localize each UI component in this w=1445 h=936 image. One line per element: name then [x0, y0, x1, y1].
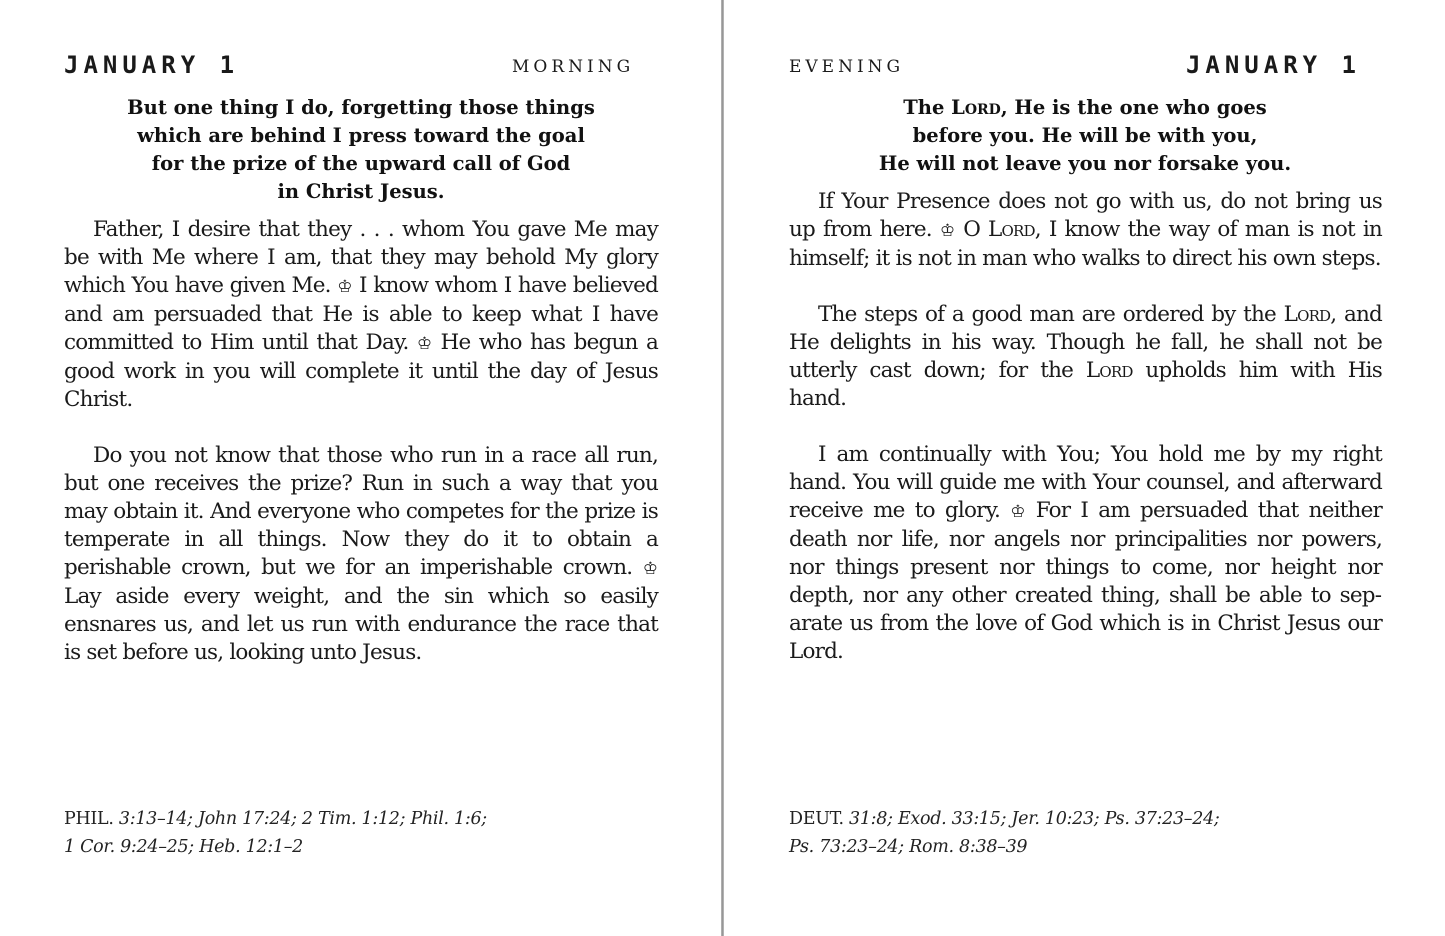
reference-book: PHIL. — [64, 809, 114, 829]
passage-text: , I know the way of man is not in himself; it is not in man who walks to direct his own steps. — [789, 217, 1382, 271]
reference-text: 31:8; Exod. 33:15; Jer. 10:23; Ps. 37:23–24; — [843, 809, 1220, 829]
verse-line: in Christ Jesus. — [277, 180, 445, 203]
reference-line — [789, 805, 1220, 833]
verse-line: which are behind I press toward the goal — [137, 124, 585, 147]
passage-text: Lay aside every weight, and the sin which so easily ensnares us, and let us run with endurance the race that is set before us, looking unto Jesus. — [64, 584, 658, 665]
lord-small-caps: Lord — [1283, 302, 1331, 327]
morning-page — [0, 0, 722, 936]
passage-text: He who has begun a good work in you will complete it until the day of Jesus Christ. — [64, 330, 658, 412]
scripture-references — [789, 805, 1220, 861]
reading-paragraph — [789, 188, 1382, 273]
evening-page — [724, 0, 1445, 936]
time-of-day-label: MORNING — [512, 57, 635, 77]
passage-text: I know whom I have believed and am persuaded that He is able to keep what I have committed to Him until that Day. — [64, 273, 658, 355]
passage-text: I am continually with You; You hold me by my right hand. You will guide me with Your counsel, and afterward receive me to glory. — [789, 442, 1382, 523]
reference-line: Ps. 73:23–24; Rom. 8:38–39 — [789, 837, 1028, 857]
passage-text: upholds him with His hand. — [789, 358, 1382, 411]
reading-paragraph — [64, 442, 658, 667]
reference-book: DEUT. — [789, 809, 844, 829]
verse-line — [789, 94, 1381, 122]
lord-small-caps: Lord — [1085, 358, 1133, 383]
passage-text: Do you not know that those who run in a race all run, but one receives the prize? Run in such a way that you may obtain it. And everyone who competes for the prize is temperate in all things. Now they do it to obtain a perishable crown, but we for an imperishable crown. — [64, 443, 658, 580]
verse-line: He will not leave you nor forsake you. — [878, 152, 1292, 175]
reference-line — [64, 805, 487, 833]
reading-paragraph — [789, 441, 1382, 666]
reading-body — [789, 188, 1382, 694]
reference-line: 1 Cor. 9:24–25; Heb. 12:1–2 — [64, 837, 303, 857]
verse-line: for the prize of the upward call of God — [151, 152, 571, 175]
verse-line: before you. He will be with you, — [912, 124, 1258, 147]
crown-icon: ♔ — [337, 277, 353, 297]
lord-small-caps: Lord — [951, 96, 1001, 119]
page-date: JANUARY 1 — [1185, 51, 1361, 79]
lord-small-caps: Lord — [988, 217, 1035, 242]
crown-icon: ♔ — [939, 221, 956, 241]
verse-line: But one thing I do, forgetting those things — [127, 96, 595, 119]
passage-text: If Your Presence does not go with us, do not bring us up from here. — [789, 189, 1382, 242]
verse-text: The — [903, 96, 952, 119]
reading-paragraph — [789, 301, 1382, 413]
page-date: JANUARY 1 — [64, 51, 240, 79]
reading-body — [64, 216, 658, 695]
passage-text: Father, I desire that they . . . whom You gave Me may be with Me where I am, that they may behold My glory which You have given Me. — [64, 217, 658, 298]
key-verse — [64, 94, 658, 206]
time-of-day-label: EVENING — [789, 57, 905, 77]
passage-text: The steps of a good man are ordered by the — [818, 302, 1284, 327]
scripture-references — [64, 805, 487, 861]
passage-text: For I am persuaded that neither death nor life, nor angels nor principalities nor powers, nor things present nor things to come, nor height nor depth, nor any other created thing, shall be able to separate us from the love of God which is in Christ Jesus our Lord. — [789, 498, 1382, 664]
crown-icon: ♔ — [1010, 502, 1026, 522]
key-verse — [789, 94, 1381, 178]
passage-text: O — [955, 217, 989, 242]
crown-icon: ♔ — [642, 559, 658, 579]
reading-paragraph — [64, 216, 658, 414]
crown-icon: ♔ — [416, 334, 433, 354]
passage-text: , and He delights in his way. Though he fall, he shall not be utterly cast down; for the — [789, 302, 1382, 383]
reference-text: 3:13–14; John 17:24; 2 Tim. 1:12; Phil. 1:6; — [113, 809, 487, 829]
verse-text: , He is the one who goes — [1000, 96, 1267, 119]
